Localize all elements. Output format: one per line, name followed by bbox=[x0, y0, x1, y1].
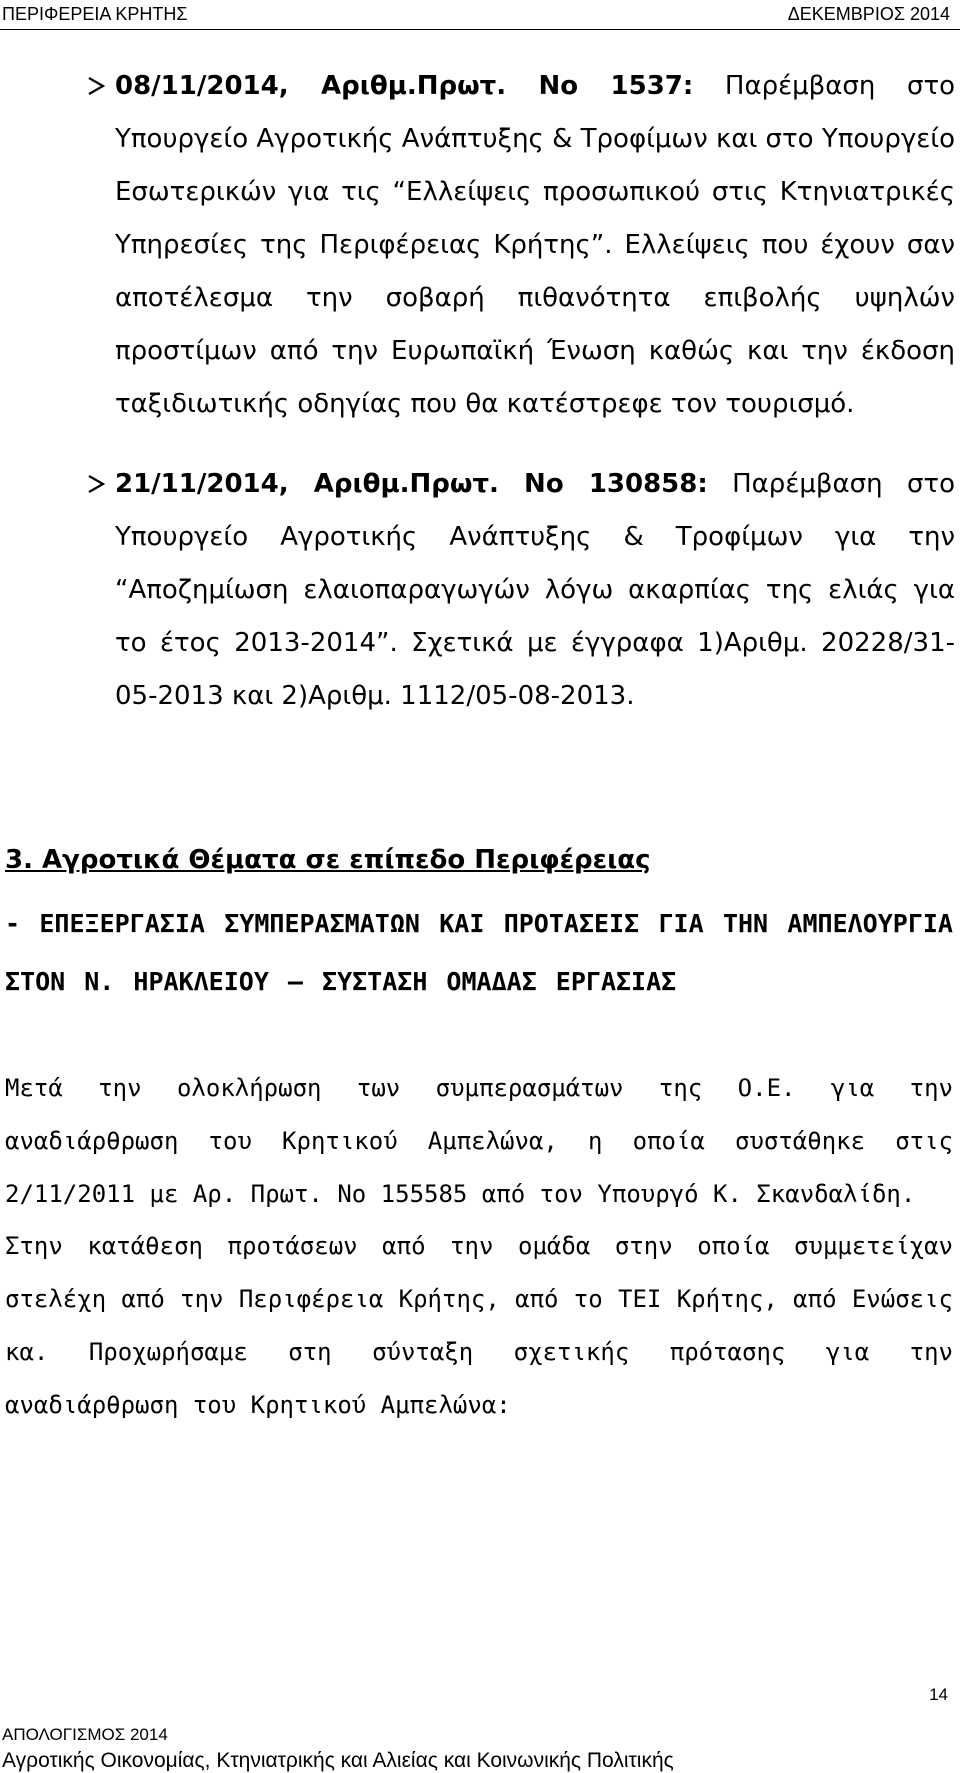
bullet-ref-2: 21/11/2014, Αριθμ.Πρωτ. Νο 130858: bbox=[115, 469, 708, 499]
bullet-item-1 bbox=[85, 60, 955, 431]
page-header bbox=[0, 2, 960, 26]
footer-department: Αγροτικής Οικονομίας, Κτηνιατρικής και Αλιείας και Κοινωνικής Πολιτικής bbox=[2, 1749, 674, 1772]
header-region: ΠΕΡΙΦΕΡΕΙΑ ΚΡΗΤΗΣ bbox=[2, 4, 188, 24]
header-divider bbox=[0, 29, 960, 30]
page-number: 14 bbox=[929, 1685, 948, 1704]
bullet-text-2 bbox=[115, 458, 955, 723]
bullet-body-1: Παρέμβαση στο Υπουργείο Αγροτικής Ανάπτυξης & Τροφίμων και στο Υπουργείο Εσωτερικών για τις “Ελλείψεις προσωπικού στις Κτηνιατρικές Υπηρεσίες της Περιφέρειας Κρήτης”. Ελλείψεις που έχουν σαν αποτέλεσμα την σοβαρή πιθανότητα επιβολής υψηλών προστίμων από την Ευρωπαϊκή Ένωση καθώς και την έκδοση ταξιδιωτικής οδηγίας που θα κατέστρεφε τον τουρισμό. bbox=[115, 71, 955, 419]
paragraph-2: Στην κατάθεση προτάσεων από την ομάδα στην οποία συμμετείχαν στελέχη από την Περιφέρεια Κρήτης, από το ΤΕΙ Κρήτης, από Ενώσεις κα. Προχωρήσαμε στη σύνταξη σχετικής πρότασης για την αναδιάρθρωση του Κρητικού Αμπελώνα: bbox=[5, 1232, 953, 1419]
arrow-bullet-icon bbox=[85, 60, 115, 116]
section-title: 3. Αγροτικά Θέματα σε επίπεδο Περιφέρειας bbox=[5, 845, 651, 875]
footer-report-title: ΑΠΟΛΟΓΙΣΜΟΣ 2014 bbox=[2, 1725, 168, 1744]
paragraph-1: Μετά την ολοκλήρωση των συμπερασμάτων της Ο.Ε. για την αναδιάρθρωση του Κρητικού Αμπελώνα, η οποία συστάθηκε στις 2/11/2011 με Αρ. Πρωτ. Νο 155585 από τον Υπουργό Κ. Σκανδαλίδη. bbox=[5, 1074, 953, 1208]
bullet-text-1 bbox=[115, 60, 955, 431]
header-date: ΔΕΚΕΜΒΡΙΟΣ 2014 bbox=[787, 4, 950, 24]
section-heading: - ΕΠΕΞΕΡΓΑΣΙΑ ΣΥΜΠΕΡΑΣΜΑΤΩΝ ΚΑΙ ΠΡΟΤΑΣΕΙΣ ΓΙΑ ΤΗΝ ΑΜΠΕΛΟΥΡΓΙΑ ΣΤΟΝ Ν. ΗΡΑΚΛΕΙΟΥ – ΣΥΣΤΑΣΗ ΟΜΑΔΑΣ ΕΡΓΑΣΙΑΣ bbox=[5, 909, 953, 996]
arrow-bullet-icon bbox=[85, 458, 115, 514]
bullet-body-2: Παρέμβαση στο Υπουργείο Αγροτικής Ανάπτυξης & Τροφίμων για την “Αποζημίωση ελαιοπαραγωγών λόγω ακαρπίας της ελιάς για το έτος 2013-2014”. Σχετικά με έγγραφα 1)Αριθμ. 20228/31-05-2013 και 2)Αριθμ. 1112/05-08-2013. bbox=[115, 469, 955, 711]
bullet-item-2 bbox=[85, 458, 955, 723]
bullet-ref-1: 08/11/2014, Αριθμ.Πρωτ. Νο 1537: bbox=[115, 71, 694, 101]
